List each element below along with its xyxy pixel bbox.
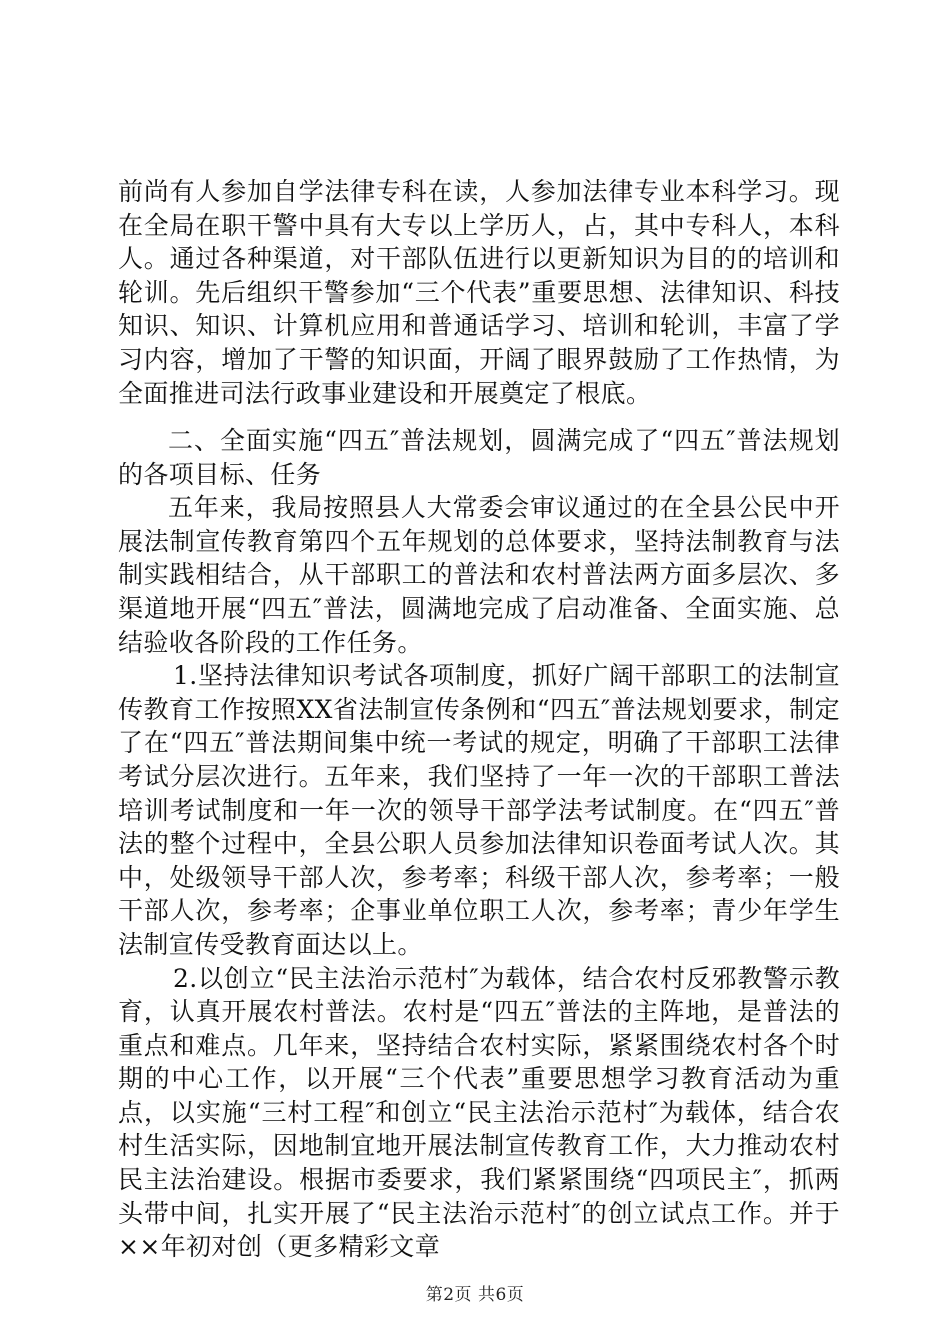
body-text-main	[118, 424, 840, 1264]
section-heading: 二、全面实施“四五″普法规划，圆满完成了“四五″普法规划的各项目标、任务	[118, 426, 840, 489]
page-footer	[0, 1280, 950, 1305]
page-indicator: 第2页 共6页	[425, 1285, 525, 1305]
paragraph-intro: 五年来，我局按照县人大常委会审议通过的在全县公民中开展法制宣传教育第四个五年规划的总体要求，坚持法制教育与法制实践相结合，从干部职工的普法和农村普法两方面多层次、多渠道地开展“四五″普法，圆满地完成了启动准备、全面实施、总结验收各阶段的工作任务。	[118, 493, 840, 657]
paragraph-item-1: 1.坚持法律知识考试各项制度，抓好广阔干部职工的法制宣传教育工作按照XX省法制宣传条例和“四五″普法规划要求，制定了在“四五″普法期间集中统一考试的规定，明确了干部职工法律考试分层次进行。五年来，我们坚持了一年一次的干部职工普法培训考试制度和一年一次的领导干部学法考试制度。在“四五″普法的整个过程中，全县公职人员参加法律知识卷面考试人次。其中，处级领导干部人次，参考率；科级干部人次，参考率；一般干部人次，参考率；企事业单位职工人次，参考率；青少年学生法制宣传受教育面达以上。	[118, 661, 840, 959]
paragraph-continuation: 前尚有人参加自学法律专科在读，人参加法律专业本科学习。现在全局在职干警中具有大专以上学历人，占，其中专科人，本科人。通过各种渠道，对干部队伍进行以更新知识为目的的培训和轮训。先后组织干警参加“三个代表”重要思想、法律知识、科技知识、知识、计算机应用和普通话学习、培训和轮训，丰富了学习内容，增加了干警的知识面，开阔了眼界鼓励了工作热情，为全面推进司法行政事业建设和开展奠定了根底。	[118, 177, 840, 408]
body-text-top	[118, 175, 840, 410]
paragraph-item-2: 2.以创立“民主法治示范村″为载体，结合农村反邪教警示教育，认真开展农村普法。农村是“四五″普法的主阵地，是普法的重点和难点。几年来，坚持结合农村实际，紧紧围绕农村各个时期的中心工作，以开展“三个代表”重要思想学习教育活动为重点，以实施“三村工程″和创立“民主法治示范村″为载体，结合农村生活实际，因地制宜地开展法制宣传教育工作，大力推动农村民主法治建设。根据市委要求，我们紧紧围绕“四项民主″，抓两头带中间，扎实开展了“民主法治示范村″的创立试点工作。并于××年初对创（更多精彩文章	[118, 963, 840, 1262]
